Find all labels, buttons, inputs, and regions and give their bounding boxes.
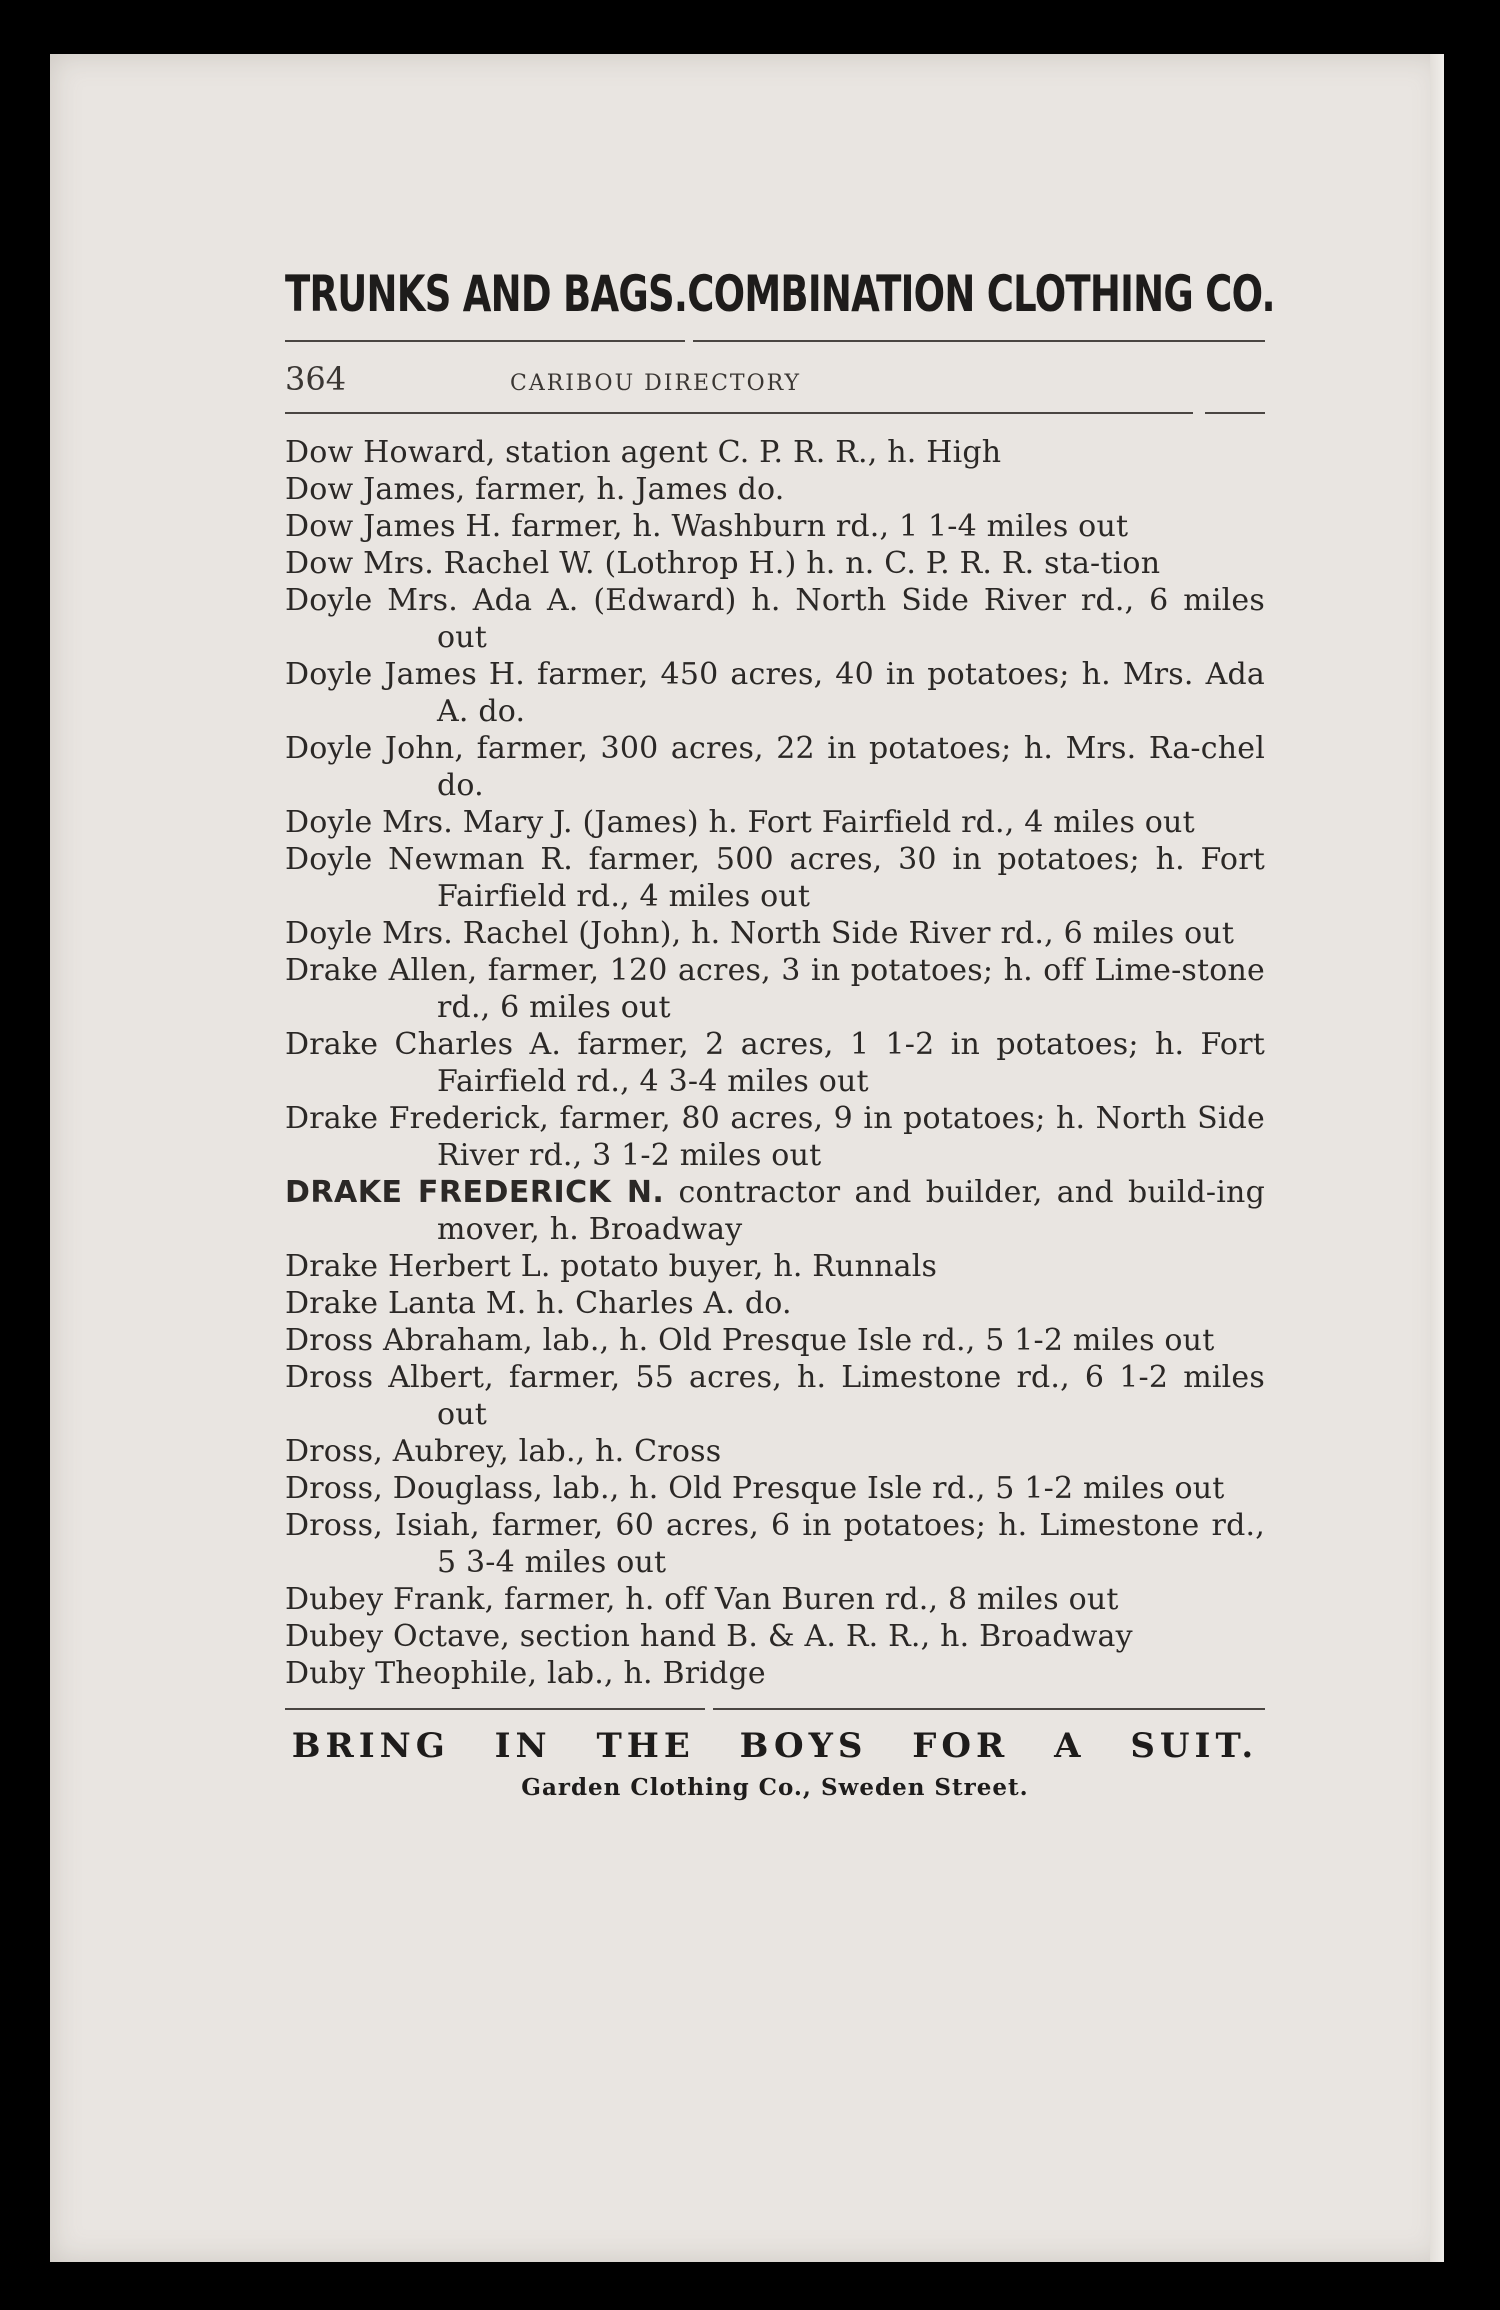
entry-details: Mrs. Ada A. (Edward) h. North Side River rd., 6 miles out	[387, 583, 1265, 655]
entry-details: contractor and builder, and build-ing mover, h. Broadway	[437, 1175, 1265, 1247]
page-text-block	[285, 264, 1275, 1801]
entry-details: Theophile, lab., h. Bridge	[375, 1656, 766, 1691]
entry-details: James H. farmer, 450 acres, 40 in potatoes; h. Mrs. Ada A. do.	[384, 657, 1265, 729]
entry-details: Octave, section hand B. & A. R. R., h. Broadway	[393, 1619, 1133, 1654]
entry-details: Charles A. farmer, 2 acres, 1 1-2 in potatoes; h. Fort Fairfield rd., 4 3-4 miles out	[394, 1027, 1265, 1099]
entry-surname: DRAKE FREDERICK N.	[285, 1175, 665, 1210]
bottom-advertisement	[285, 1726, 1265, 1801]
entry-surname: Dow	[285, 435, 354, 470]
directory-entry	[285, 434, 1265, 471]
entry-details: Herbert L. potato buyer, h. Runnals	[387, 1249, 938, 1284]
directory-entry	[285, 1248, 1265, 1285]
entry-surname: Dross,	[285, 1434, 383, 1469]
directory-entry	[285, 804, 1265, 841]
directory-entry	[285, 545, 1265, 582]
entry-details: Mrs. Rachel (John), h. North Side River rd., 6 miles out	[382, 916, 1235, 951]
entry-details: Newman R. farmer, 500 acres, 30 in potatoes; h. Fort Fairfield rd., 4 miles out	[388, 842, 1265, 914]
entry-details: John, farmer, 300 acres, 22 in potatoes; h. Mrs. Ra-chel do.	[384, 731, 1265, 803]
directory-entry	[285, 582, 1265, 656]
directory-entry	[285, 952, 1265, 1026]
directory-entry	[285, 1433, 1265, 1470]
directory-entry	[285, 1285, 1265, 1322]
top-advertisement	[285, 264, 1275, 324]
entry-details: Mrs. Rachel W. (Lothrop H.) h. n. C. P. R. R. sta-tion	[363, 546, 1161, 581]
entry-details: James, farmer, h. James do.	[363, 472, 785, 507]
entry-surname: Dubey	[285, 1619, 384, 1654]
directory-entry	[285, 471, 1265, 508]
directory-entry	[285, 1359, 1265, 1433]
entry-details: Frederick, farmer, 80 acres, 9 in potatoes; h. North Side River rd., 3 1-2 miles out	[388, 1101, 1265, 1173]
entry-surname: Doyle	[285, 916, 373, 951]
entry-surname: Doyle	[285, 842, 373, 877]
running-header	[285, 360, 1265, 398]
entry-surname: Doyle	[285, 657, 373, 692]
entry-surname: Dross,	[285, 1508, 383, 1543]
directory-entry	[285, 508, 1265, 545]
entry-details: Douglass, lab., h. Old Presque Isle rd., 5 1-2 miles out	[392, 1471, 1225, 1506]
directory-entry	[285, 1618, 1265, 1655]
entry-details: Lanta M. h. Charles A. do.	[387, 1286, 792, 1321]
directory-entry	[285, 1026, 1265, 1100]
entry-details: Frank, farmer, h. off Van Buren rd., 8 miles out	[393, 1582, 1119, 1617]
entry-surname: Duby	[285, 1656, 366, 1691]
entry-surname: Drake	[285, 1286, 379, 1321]
entry-surname: Doyle	[285, 583, 373, 618]
directory-entry	[285, 656, 1265, 730]
entry-surname: Dross	[285, 1360, 374, 1395]
entry-surname: Doyle	[285, 731, 373, 766]
entry-details: Isiah, farmer, 60 acres, 6 in potatoes; h. Limestone rd., 5 3-4 miles out	[395, 1508, 1265, 1580]
bottom-ad-headline: BRING IN THE BOYS FOR A SUIT.	[291, 1726, 1259, 1766]
entry-details: Albert, farmer, 55 acres, h. Limestone rd., 6 1-2 miles out	[388, 1360, 1265, 1432]
directory-entry	[285, 1174, 1265, 1248]
entry-surname: Drake	[285, 1249, 379, 1284]
page-title: CARIBOU DIRECTORY	[510, 371, 802, 396]
entry-surname: Dow	[285, 472, 354, 507]
entry-surname: Dow	[285, 546, 354, 581]
entry-surname: Dubey	[285, 1582, 384, 1617]
directory-page	[50, 54, 1444, 2262]
directory-entry	[285, 915, 1265, 952]
entry-details: Aubrey, lab., h. Cross	[392, 1434, 722, 1469]
directory-entry	[285, 730, 1265, 804]
entry-surname: Dow	[285, 509, 354, 544]
directory-entry	[285, 1507, 1265, 1581]
header-rule	[285, 412, 1265, 414]
entry-surname: Dross,	[285, 1471, 383, 1506]
directory-entry	[285, 1322, 1265, 1359]
entry-details: Abraham, lab., h. Old Presque Isle rd., 5 1-2 miles out	[383, 1323, 1215, 1358]
entry-details: James H. farmer, h. Washburn rd., 1 1-4 miles out	[363, 509, 1129, 544]
entry-details: Allen, farmer, 120 acres, 3 in potatoes; h. off Lime-stone rd., 6 miles out	[388, 953, 1265, 1025]
directory-entry	[285, 1470, 1265, 1507]
entry-details: Howard, station agent C. P. R. R., h. High	[363, 435, 1002, 470]
top-ad-right: COMBINATION CLOTHING CO.	[687, 265, 1275, 323]
bottom-rule	[285, 1708, 1265, 1710]
directory-entry	[285, 1100, 1265, 1174]
entry-details: Mrs. Mary J. (James) h. Fort Fairfield rd., 4 miles out	[382, 805, 1195, 840]
directory-entry	[285, 1655, 1265, 1692]
entry-surname: Drake	[285, 953, 379, 988]
directory-entry	[285, 1581, 1265, 1618]
entry-surname: Dross	[285, 1323, 374, 1358]
directory-entry	[285, 841, 1265, 915]
entry-surname: Drake	[285, 1027, 379, 1062]
entry-surname: Drake	[285, 1101, 379, 1136]
bottom-ad-subline: Garden Clothing Co., Sweden Street.	[521, 1774, 1029, 1801]
page-number: 364	[285, 360, 347, 398]
top-ad-left: TRUNKS AND BAGS.	[285, 265, 688, 323]
top-rule	[285, 340, 1265, 342]
directory-entries	[285, 434, 1265, 1692]
entry-surname: Doyle	[285, 805, 373, 840]
